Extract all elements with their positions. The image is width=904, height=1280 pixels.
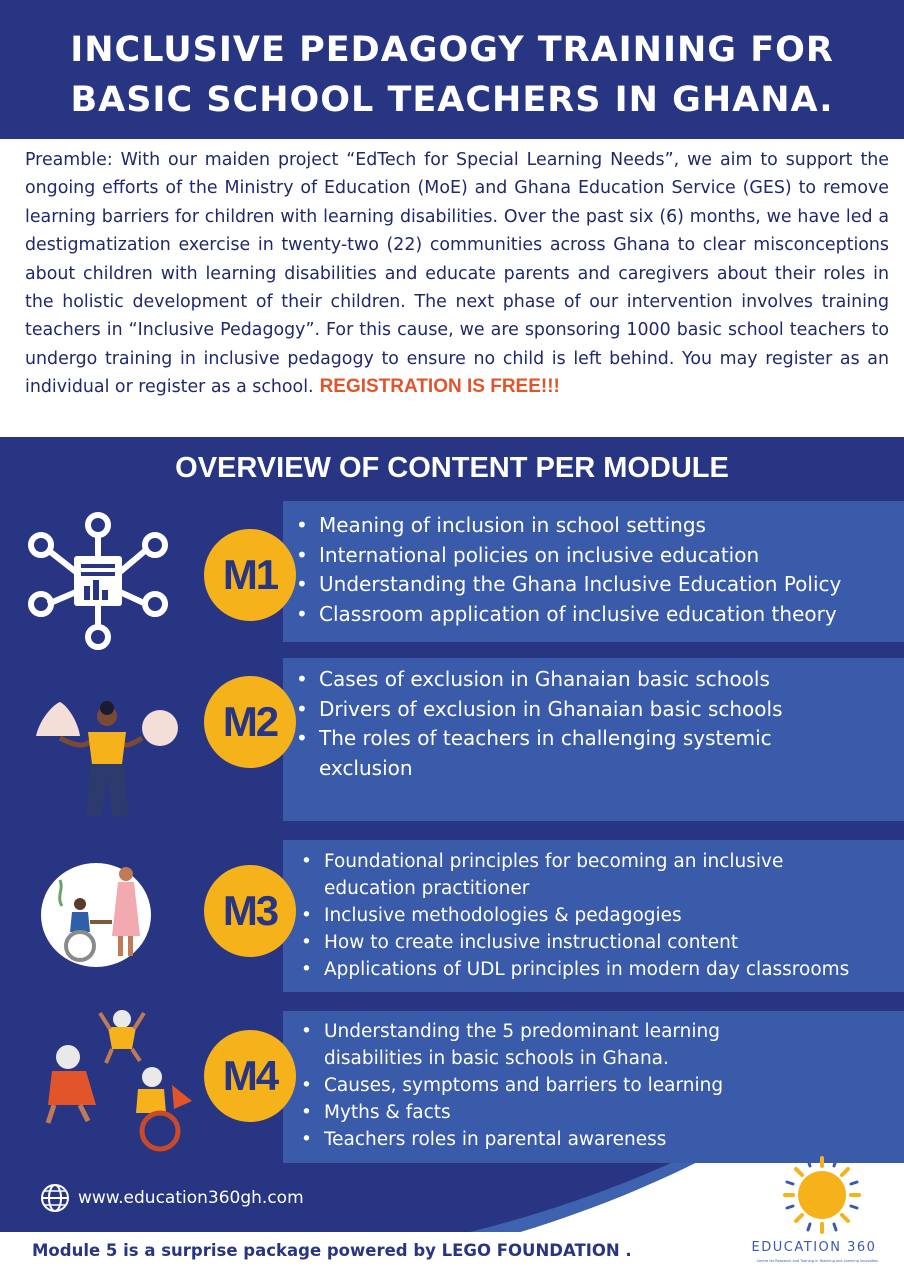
module-item: • International policies on inclusive education <box>283 541 904 571</box>
module-item: • Inclusive methodologies & pedagogies <box>288 902 904 929</box>
website-link[interactable] <box>40 1183 304 1213</box>
module-item: • Understanding the 5 predominant learning disabilities in basic schools in Ghana. <box>288 1018 808 1072</box>
logo-tagline: Centre for Research and Training in Teaching and Learning Innovation <box>756 1259 879 1263</box>
module-panel-m1 <box>283 501 904 642</box>
module-item: • The roles of teachers in challenging systemic exclusion <box>283 724 843 783</box>
module-item: • Applications of UDL principles in modern day classrooms <box>288 956 904 983</box>
module-item: • Causes, symptoms and barriers to learning <box>288 1072 808 1099</box>
module-badge-m1: M1 <box>204 529 296 621</box>
module-panel-m2 <box>283 658 904 821</box>
module-item: • Meaning of inclusion in school settings <box>283 511 904 541</box>
preamble <box>25 146 889 402</box>
module-item: • Myths & facts <box>288 1099 808 1126</box>
module-item: • Drivers of exclusion in Ghanaian basic schools <box>283 695 843 725</box>
overview-title: OVERVIEW OF CONTENT PER MODULE <box>175 452 729 484</box>
module-badge-m2: M2 <box>204 676 296 768</box>
person-balancing-icon <box>30 698 185 823</box>
header-banner <box>0 0 904 139</box>
page-title-line-1: INCLUSIVE PEDAGOGY TRAINING FOR <box>70 30 834 70</box>
teacher-and-student-icon <box>40 860 152 970</box>
module-badge-m3: M3 <box>204 865 296 957</box>
module-item: • How to create inclusive instructional content <box>288 929 904 956</box>
sun-icon <box>752 1150 892 1275</box>
website-url: www.education360gh.com <box>78 1188 304 1208</box>
logo-name: EDUCATION 360 <box>751 1240 877 1255</box>
module-item: • Classroom application of inclusive education theory <box>283 600 904 630</box>
module-item: • Understanding the Ghana Inclusive Education Policy <box>283 570 904 600</box>
module-panel-m4 <box>283 1011 904 1163</box>
network-chart-icon <box>28 512 168 652</box>
globe-icon <box>40 1183 70 1213</box>
module-item: • Teachers roles in parental awareness <box>288 1126 808 1153</box>
page-title-line-2: BASIC SCHOOL TEACHERS IN GHANA. <box>70 80 834 120</box>
children-playing-icon <box>40 1005 200 1155</box>
module-panel-m3 <box>283 840 904 992</box>
preamble-text: Preamble: With our maiden project “EdTech for Special Learning Needs”, we aim to support the ongoing efforts of the Ministry of Education (MoE) and Ghana Education Service (GES) to remove learning barriers for children with learning disabilities. Over the past six (6) months, we have led a destigmatization exercise in twenty-two (22) communities across Ghana to clear misconceptions about children with learning disabilities and educate parents and caregivers about their roles in the holistic development of their children. The next phase of our intervention involves training teachers in “Inclusive Pedagogy”. For this cause, we are sponsoring 1000 basic school teachers to undergo training in inclusive pedagogy to ensure no child is left behind. You may register as an individual or register as a school. <box>25 150 889 398</box>
module-badge-m4: M4 <box>204 1030 296 1122</box>
footer-note: Module 5 is a surprise package powered by LEGO FOUNDATION . <box>32 1241 632 1260</box>
module-item: • Foundational principles for becoming an inclusive education practitioner <box>288 848 829 902</box>
registration-free-label: REGISTRATION IS FREE!!! <box>319 376 560 398</box>
module-item: • Cases of exclusion in Ghanaian basic schools <box>283 665 843 695</box>
